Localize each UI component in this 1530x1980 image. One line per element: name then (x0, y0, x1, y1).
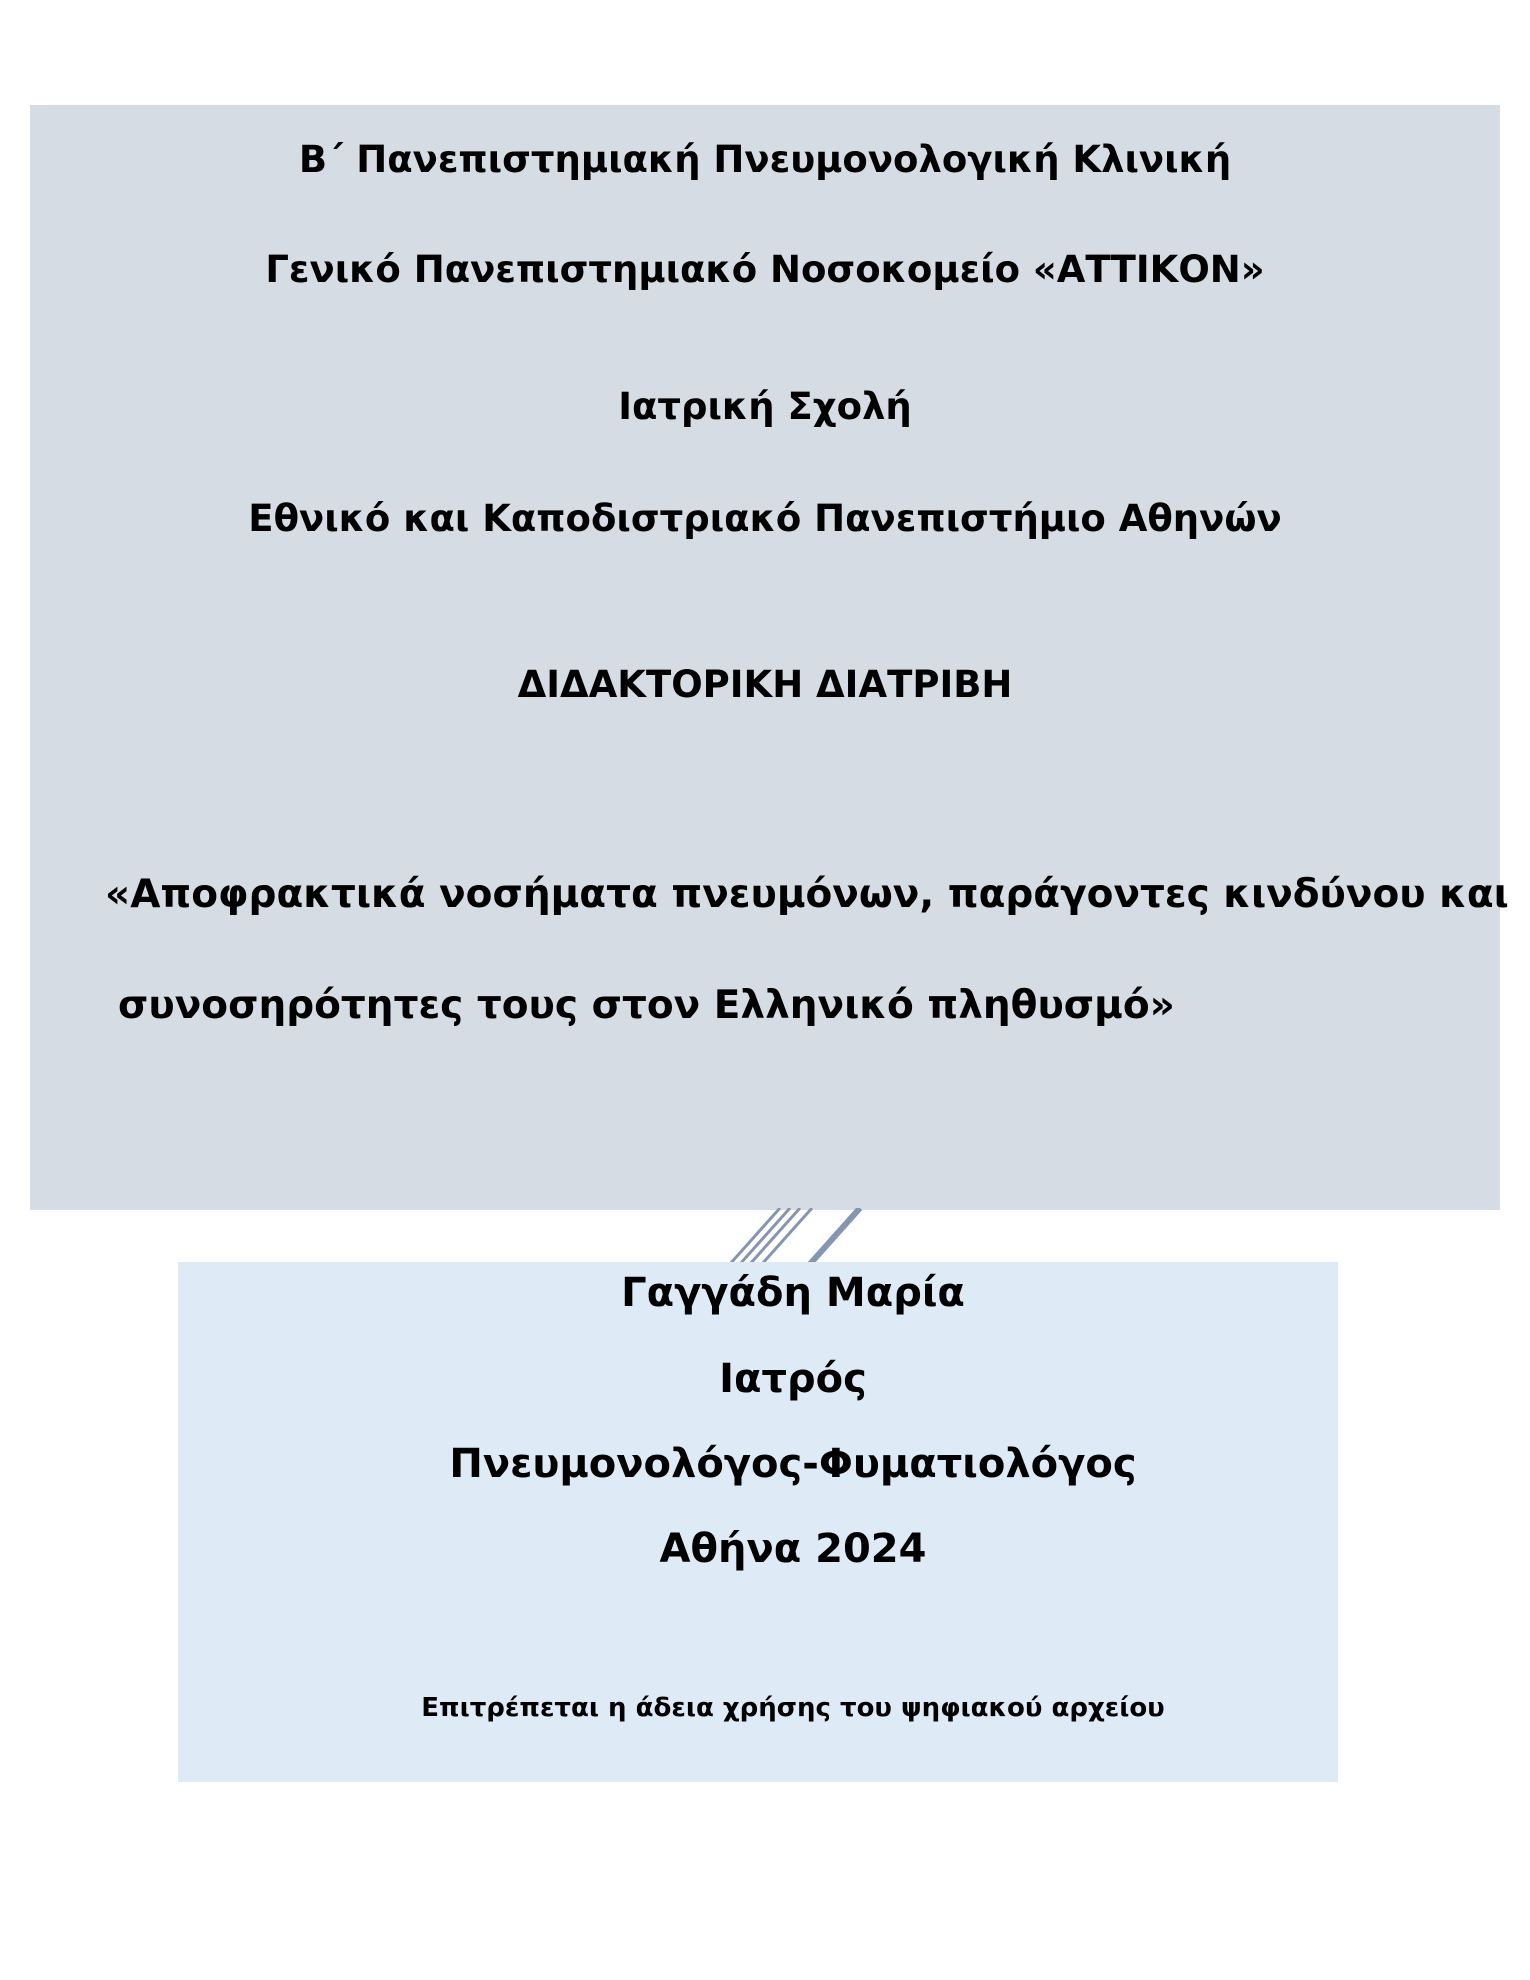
author-name: Γαγγάδη Μαρία (621, 1270, 965, 1316)
author-specialty: Πνευμονολόγος-Φυματιολόγος (449, 1441, 1137, 1487)
connector-line (762, 1208, 812, 1264)
author-profession: Ιατρός (719, 1356, 867, 1402)
place-year: Αθήνα 2024 (659, 1526, 927, 1572)
connector-line (750, 1208, 800, 1264)
hospital-name: Γενικό Πανεπιστημιακό Νοσοκομείο «ΑΤΤΙΚΟΝ» (265, 248, 1265, 291)
school-name: Ιατρική Σχολή (618, 385, 912, 428)
thesis-title-line-2: συνοσηρότητες τους στον Ελληνικό πληθυσμό» (118, 983, 1175, 1028)
connector-line (810, 1208, 860, 1264)
document-type: ΔΙΔΑΚΤΟΡΙΚΗ ΔΙΑΤΡΙΒΗ (517, 663, 1013, 706)
thesis-title-line-1: «Αποφρακτικά νοσήματα πνευμόνων, παράγοντες κινδύνου και (105, 872, 1509, 917)
connector-line (730, 1208, 780, 1264)
clinic-name: Β΄ Πανεπιστημιακή Πνευμονολογική Κλινική (298, 138, 1232, 181)
university-name: Εθνικό και Καποδιστριακό Πανεπιστήμιο Αθηνών (248, 497, 1282, 540)
permission-note: Επιτρέπεται η άδεια χρήσης του ψηφιακού αρχείου (421, 1693, 1165, 1723)
connector-line (740, 1208, 790, 1264)
decorative-connector-lines (720, 1208, 920, 1264)
